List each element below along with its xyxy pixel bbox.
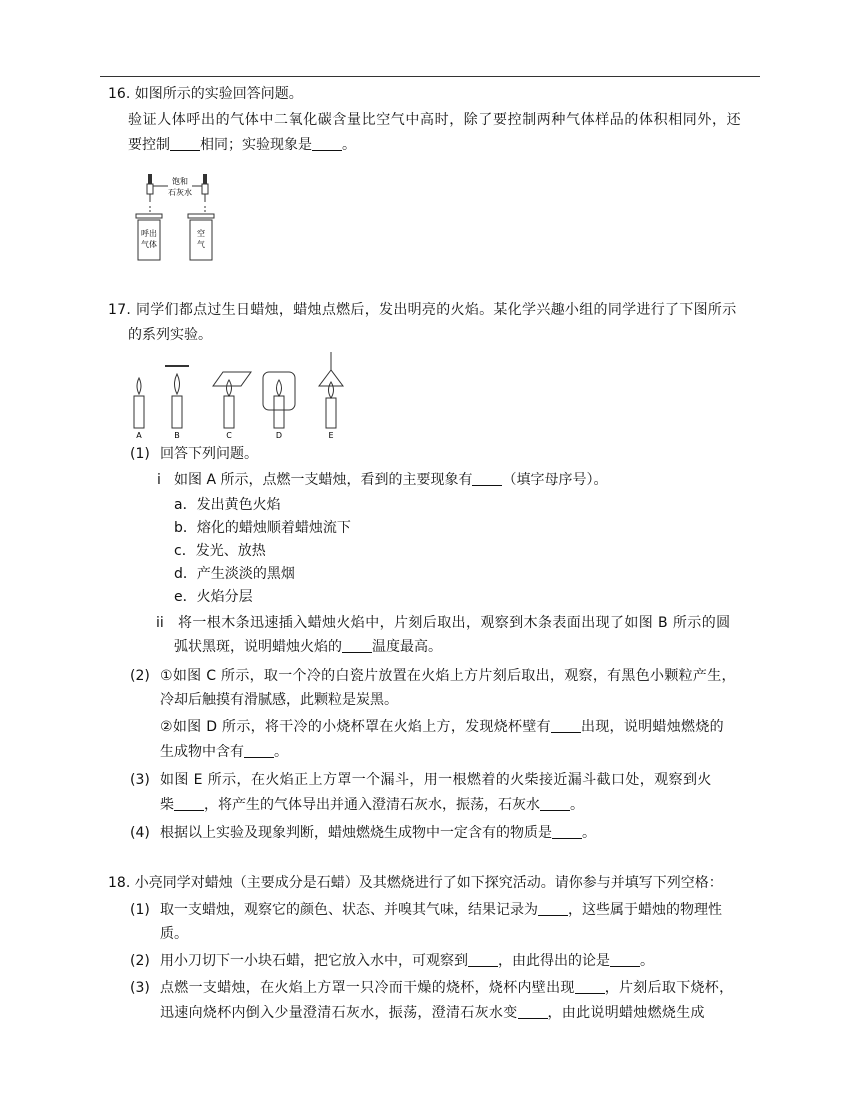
q17-i-text: 如图 A 所示，点燃一支蜡烛，看到的主要现象有 （填字母序号）。 (174, 472, 608, 488)
q17-p3-line2: 柴 ，将产生的气体导出并通入澄清石灰水，振荡，石灰水 。 (160, 797, 584, 813)
q17-p3-blank-1[interactable] (174, 796, 204, 811)
fig-label-top2: 石灰水 (168, 188, 192, 197)
top-rule (100, 76, 760, 77)
q17-figure (125, 350, 355, 442)
q18-number: 18. (108, 875, 131, 891)
q18-p2-num: (2) (130, 953, 150, 969)
option-e: e．火焰分层 (174, 589, 253, 605)
q17-ii-blank[interactable] (342, 638, 372, 653)
q18-p1-blank[interactable] (538, 901, 568, 916)
q18-p2-line: 用小刀切下一小块石蜡，把它放入水中，可观察到 ，由此得出的论是 。 (160, 953, 654, 969)
q17-p2-d-line2: 生成物中含有 。 (160, 744, 288, 760)
q17-ii-line2: 弧状黑斑，说明蜡烛火焰的 温度最高。 (174, 639, 442, 655)
candle-d-icon (263, 372, 295, 428)
q18-p3-num: (3) (130, 980, 150, 996)
bottle1-label-2: 气体 (141, 240, 157, 249)
candle-e-icon (319, 352, 343, 428)
q16-title-line (108, 84, 303, 104)
q17-p2-d-line1: ②如图 D 所示，将干冷的小烧杯罩在火焰上方，发现烧杯壁有 出现，说明蜡烛燃烧的 (160, 719, 724, 735)
q18-p3-blank-1[interactable] (575, 979, 605, 994)
bottle2-label-2: 气 (197, 240, 205, 249)
q18-title-line (108, 873, 723, 893)
q16-blank-1[interactable] (170, 136, 200, 151)
fig-label-a: A (136, 431, 142, 440)
q17-p1-text: 回答下列问题。 (160, 446, 258, 462)
q18-p3-blank-2[interactable] (518, 1004, 548, 1019)
q17-p1-num: (1) (130, 446, 150, 462)
q18-p3-line1: 点燃一支蜡烛，在火焰上方罩一只冷而干燥的烧杯，烧杯内壁出现 ，片刻后取下烧杯， (160, 980, 734, 996)
candle-c-icon (213, 372, 251, 428)
q17-p2-c-line2: 冷却后触摸有滑腻感，此颗粒是炭黑。 (160, 692, 398, 708)
fig-label-c: C (226, 431, 232, 440)
fig-label-top1: 饱和 (172, 177, 188, 186)
q18-p2-blank-2[interactable] (610, 952, 640, 967)
q18-p3-line2: 迅速向烧杯内倒入少量澄清石灰水，振荡，澄清石灰水变 ，由此说明蜡烛燃烧生成 (160, 1005, 705, 1021)
option-a: a．发出黄色火焰 (174, 497, 281, 513)
q18-p1-line1: 取一支蜡烛，观察它的颜色、状态、并嗅其气味，结果记录为 ，这些属于蜡烛的物理性 (160, 902, 722, 918)
bottle1-label-1: 呼出 (141, 229, 157, 238)
bottle2-label-1: 空 (197, 229, 205, 238)
q16-title: 如图所示的实验回答问题。 (134, 86, 303, 102)
q17-p4-text: 根据以上实验及现象判断，蜡烛燃烧生成物中一定含有的物质是 。 (160, 825, 596, 841)
q18-title: 小亮同学对蜡烛（主要成分是石蜡）及其燃烧进行了如下探究活动。请你参与并填写下列空格： (134, 875, 723, 891)
fig-label-b: B (174, 431, 180, 440)
q18-p2-blank-1[interactable] (468, 952, 498, 967)
dropper-left-icon (147, 174, 153, 212)
q17-line1: 17. 同学们都点过生日蜡烛，蜡烛点燃后，发出明亮的火焰。某化学兴趣小组的同学进行了下图所示 (108, 302, 737, 318)
q18-p1-num: (1) (130, 902, 150, 918)
option-c: c．发光、放热 (174, 543, 266, 559)
candle-a-icon (134, 378, 144, 428)
q17-p2-c-line1: ①如图 C 所示，取一个冷的白瓷片放置在火焰上方片刻后取出，观察，有黑色小颗粒产生， (160, 668, 736, 684)
q17-p3-num: (3) (130, 772, 150, 788)
q17-p2-blank-1[interactable] (551, 718, 581, 733)
q17-number: 17. (108, 302, 132, 318)
dropper-right-icon (202, 174, 208, 212)
q16-number: 16. (108, 86, 131, 102)
q17-p3-blank-2[interactable] (540, 796, 570, 811)
q16-figure (130, 168, 230, 268)
q17-p4-blank[interactable] (552, 824, 582, 839)
q16-blank-2[interactable] (312, 136, 342, 151)
q17-line2: 的系列实验。 (128, 327, 212, 343)
q17-p4-num: (4) (130, 825, 150, 841)
q17-p2-num: (2) (130, 668, 150, 684)
q17-i-num: i (157, 472, 161, 488)
q17-p3-line1: 如图 E 所示，在火焰正上方罩一个漏斗，用一根燃着的火柴接近漏斗截口处，观察到火 (160, 772, 712, 788)
q17-i-blank[interactable] (472, 471, 502, 486)
q16-line1: 验证人体呼出的气体中二氧化碳含量比空气中高时，除了要控制两种气体样品的体积相同外，还 (128, 112, 742, 128)
fig-label-d: D (275, 431, 283, 440)
fig-label-e: E (328, 431, 334, 440)
option-b: b．熔化的蜡烛顺着蜡烛流下 (174, 520, 351, 536)
q17-ii-line1: 将一根木条迅速插入蜡烛火焰中，片刻后取出，观察到木条表面出现了如图 B 所示的圆 (178, 615, 731, 631)
q18-p1-line2: 质。 (160, 926, 188, 942)
option-d: d．产生淡淡的黑烟 (174, 566, 295, 582)
q17-ii-num: ii (156, 615, 164, 631)
candle-b-icon (165, 366, 189, 428)
q17-p2-blank-2[interactable] (244, 743, 274, 758)
q16-line2: 要控制 相同；实验现象是 。 (128, 137, 356, 153)
